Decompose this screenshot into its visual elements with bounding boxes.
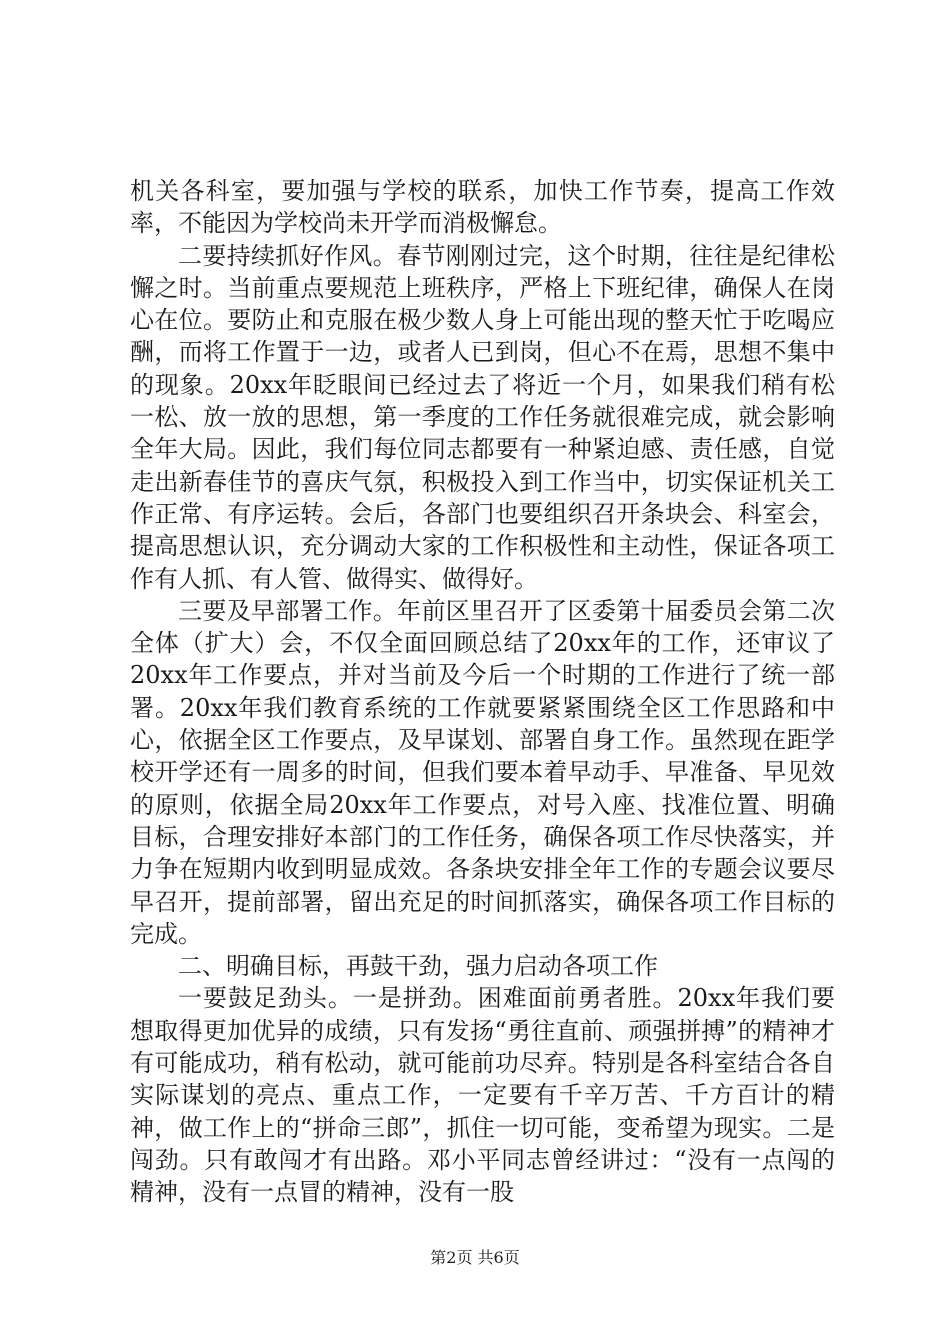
paragraph-1: 机关各科室，要加强与学校的联系，加快工作节奏，提高工作效率，不能因为学校尚未开学而消极懈怠。 [130,177,835,238]
paragraph-5: 一要鼓足劲头。一是拼劲。困难面前勇者胜。20xx年我们要想取得更加优异的成绩，只有发扬“勇往直前、顽强拼搏”的精神才有可能成功，稍有松动，就可能前功尽弃。特别是各科室结合各自实际谋划的亮点、重点工作，一定要有千辛万苦、千方百计的精神，做工作上的“拼命三郎”，抓住一切可能，变希望为现实。二是闯劲。只有敢闯才有出路。邓小平同志曾经讲过：“没有一点闯的精神，没有一点冒的精神，没有一股 [130,984,835,1207]
paragraph-3: 三要及早部署工作。年前区里召开了区委第十届委员会第二次全体（扩大）会，不仅全面回顾总结了20xx年的工作，还审议了20xx年工作要点，并对当前及今后一个时期的工作进行了统一部署。20xx年我们教育系统的工作就要紧紧围绕全区工作思路和中心，依据全区工作要点，及早谋划、部署自身工作。虽然现在距学校开学还有一周多的时间，但我们要本着早动手、早准备、早见效的原则，依据全局20xx年工作要点，对号入座、找准位置、明确目标，合理安排好本部门的工作任务，确保各项工作尽快落实，并力争在短期内收到明显成效。各条块安排全年工作的专题会议要尽早召开，提前部署，留出充足的时间抓落实，确保各项工作目标的完成。 [130,596,835,948]
page-footer: 第2页 共6页 [430,1248,520,1267]
section-heading: 二、明确目标，再鼓干劲，强力启动各项工作 [178,952,658,981]
document-body [130,175,835,1209]
paragraph-2: 二要持续抓好作风。春节刚刚过完，这个时期，往往是纪律松懈之时。当前重点要规范上班秩序，严格上下班纪律，确保人在岗心在位。要防止和克服在极少数人身上可能出现的整天忙于吃喝应酬，而将工作置于一边，或者人已到岗，但心不在焉，思想不集中的现象。20xx年眨眼间已经过去了将近一个月，如果我们稍有松一松、放一放的思想，第一季度的工作任务就很难完成，就会影响全年大局。因此，我们每位同志都要有一种紧迫感、责任感，自觉走出新春佳节的喜庆气氛，积极投入到工作当中，切实保证机关工作正常、有序运转。会后，各部门也要组织召开条块会、科室会，提高思想认识，充分调动大家的工作积极性和主动性，保证各项工作有人抓、有人管、做得实、做得好。 [130,241,835,593]
